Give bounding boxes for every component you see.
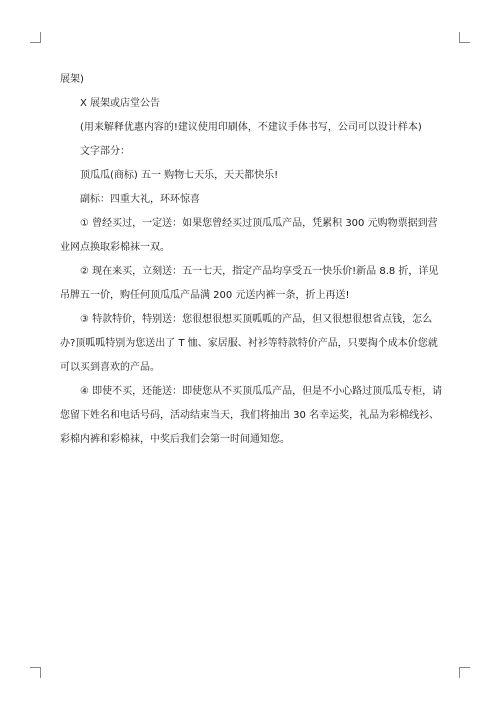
slogan-line: 顶瓜瓜(商标) 五一 购物七天乐，天天都快乐! bbox=[80, 170, 279, 181]
crop-mark-top-left bbox=[30, 32, 41, 43]
text-line: 文字部分： bbox=[80, 146, 130, 157]
crop-mark-bottom-left bbox=[30, 667, 41, 678]
text-line: X 展架或店堂公告 bbox=[80, 98, 161, 109]
gift-paragraph-1: ① 曾经买过，一定送：如果您曾经买过顶瓜瓜产品，凭累积 300 元购物票据到营业网点换取彩棉袜一双。 bbox=[60, 218, 438, 253]
subtitle-line: 副标：四重大礼，环环惊喜 bbox=[80, 194, 200, 205]
text-line: 展架) bbox=[60, 74, 84, 85]
gift-paragraph-3: ③ 特款特价，特别送：您很想很想买顶呱呱的产品，但又很想很想省点钱，怎么办?顶呱呱特别为您送出了 T 恤、家居服、衬衫等特款特价产品，只要掏个成本价您就可以买到喜欢的产品。 bbox=[60, 314, 438, 373]
gift-paragraph-4: ④ 即使不买，还能送：即使您从不买顶瓜瓜产品，但是不小心路过顶瓜瓜专柜，请您留下姓名和电话号码，活动结束当天，我们将抽出 30 名幸运奖，礼品为彩棉线衫、彩棉内裤和彩棉袜，中奖后我们会第一时间通知您。 bbox=[60, 386, 443, 445]
gift-paragraph-2: ② 现在来买，立刻送：五一七天，指定产品均享受五一快乐价!新品 8.8 折，详见吊牌五一价，购任何顶瓜瓜产品满 200 元送内裤一条，折上再送! bbox=[60, 266, 439, 301]
crop-mark-top-right bbox=[459, 32, 470, 43]
crop-mark-bottom-right bbox=[459, 667, 470, 678]
text-line: (用来解释优惠内容的!建议使用印刷体，不建议手体书写，公司可以设计样本) bbox=[80, 122, 422, 133]
document-body bbox=[60, 68, 445, 452]
